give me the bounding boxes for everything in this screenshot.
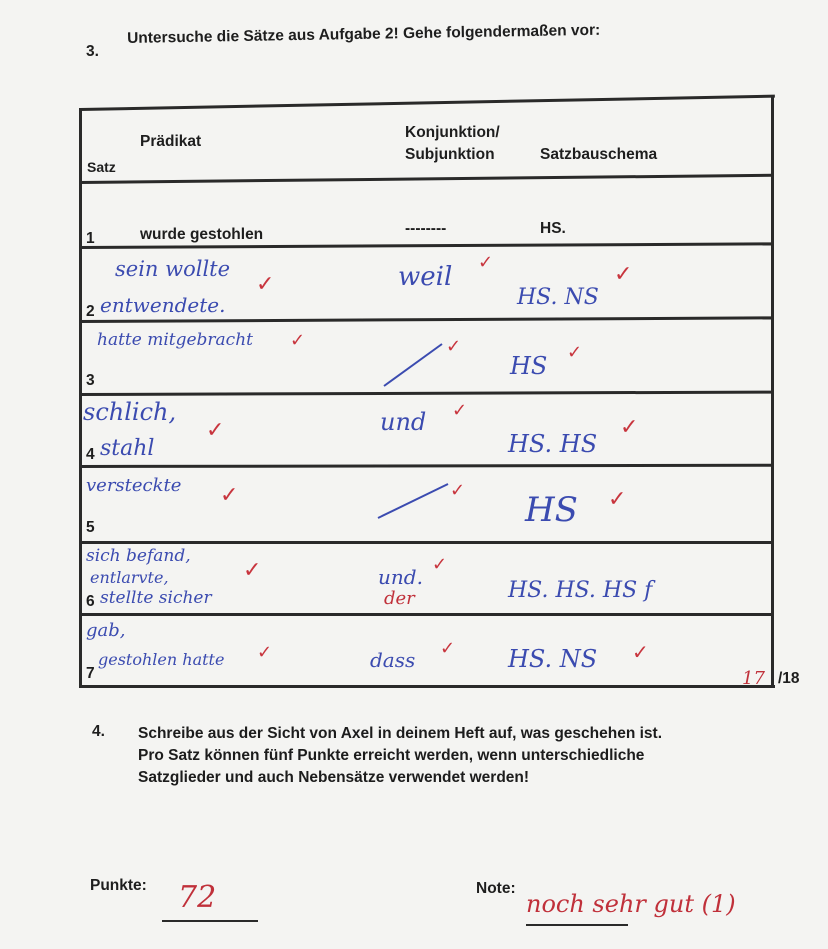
- row-3-number: 3: [86, 372, 95, 389]
- row-6-praedikat-c: stellte sicher: [100, 588, 212, 608]
- row-4-number: 4: [86, 446, 95, 463]
- row-5-schema: HS: [525, 490, 578, 530]
- row-3-check-praedikat: ✓: [290, 330, 306, 351]
- row-5-check-konjunktion: ✓: [450, 480, 466, 501]
- row-4-konjunktion: und: [380, 408, 427, 436]
- punkte-label: Punkte:: [90, 877, 147, 894]
- row-4-check-konjunktion: ✓: [452, 400, 468, 421]
- row-3-check-konjunktion: ✓: [446, 336, 462, 357]
- task4-instruction: [138, 723, 662, 789]
- row-3-schema: HS: [510, 352, 548, 380]
- task3-number: 3.: [86, 43, 99, 60]
- row-6-konjunktion-a: und.: [378, 565, 423, 589]
- row-1-schema: HS.: [540, 220, 566, 237]
- task4-line-1: Schreibe aus der Sicht von Axel in deinem Heft auf, was geschehen ist.: [138, 725, 662, 742]
- row-6-praedikat-a: sich befand,: [86, 546, 191, 566]
- table-score-total: /18: [778, 670, 800, 687]
- row-5-praedikat: versteckte: [86, 475, 182, 496]
- row-2-praedikat-b: entwendete.: [100, 293, 226, 317]
- row-6-schema: HS. HS. HS f: [508, 578, 653, 603]
- punkte-underline: [162, 920, 258, 922]
- task4-line-2: Pro Satz können fünf Punkte erreicht werden, wenn unterschiedliche: [138, 747, 645, 764]
- note-value: noch sehr gut (1): [526, 890, 736, 918]
- row-6-check-praedikat: ✓: [243, 558, 262, 583]
- note-underline: [526, 924, 628, 926]
- task3-instruction: Untersuche die Sätze aus Aufgabe 2! Gehe folgendermaßen vor:: [127, 21, 601, 47]
- row-7-praedikat-b: gestohlen hatte: [98, 650, 225, 669]
- row-5-check-praedikat: ✓: [220, 483, 239, 508]
- row-6-check-konjunktion: ✓: [432, 554, 448, 575]
- row-7-number: 7: [86, 665, 95, 682]
- header-satz: Satz: [87, 159, 116, 175]
- row-7-praedikat-a: gab,: [86, 620, 126, 641]
- row-6-number: 6: [86, 593, 95, 610]
- row-7-check-praedikat: ✓: [257, 642, 273, 663]
- row-1-konjunktion: --------: [405, 220, 447, 237]
- task4-number: 4.: [92, 723, 105, 740]
- punkte-value: 72: [178, 880, 217, 915]
- row-4-praedikat-b: stahl: [100, 436, 155, 461]
- header-praedikat: Prädikat: [140, 133, 202, 150]
- row-1-number: 1: [86, 230, 95, 247]
- row-7-check-konjunktion: ✓: [440, 638, 456, 659]
- header-konjunktion-line2: Subjunktion: [405, 146, 495, 163]
- row-7-check-schema: ✓: [632, 640, 649, 664]
- row-5-check-schema: ✓: [608, 487, 627, 512]
- row-2-check-schema: ✓: [614, 262, 633, 287]
- row-2-check-praedikat-a: ✓: [256, 272, 275, 297]
- row-4-praedikat-a: schlich,: [83, 398, 177, 426]
- note-label: Note:: [476, 880, 516, 897]
- header-satzbauschema: Satzbauschema: [540, 146, 658, 163]
- row-2-konjunktion: weil: [398, 262, 453, 292]
- row-2-schema: HS. NS: [517, 285, 599, 310]
- row-7-konjunktion: dass: [370, 648, 416, 672]
- header-konjunktion-line1: Konjunktion/: [405, 124, 500, 141]
- table-score: 17: [742, 668, 765, 689]
- row-6-konjunktion-b: der: [384, 588, 415, 609]
- row-2-praedikat-a: sein wollte: [115, 257, 231, 281]
- row-4-schema: HS. HS: [508, 430, 598, 458]
- row-3-check-schema: ✓: [567, 342, 583, 363]
- row-6-praedikat-b: entlarvte,: [90, 568, 169, 587]
- task4-line-3: Satzglieder und auch Nebensätze verwendet werden!: [138, 769, 530, 786]
- row-5-number: 5: [86, 519, 95, 536]
- row-7-schema: HS. NS: [508, 645, 598, 673]
- row-2-number: 2: [86, 303, 95, 320]
- row-4-check-schema: ✓: [620, 415, 639, 440]
- row-4-check-praedikat: ✓: [206, 418, 225, 443]
- row-3-praedikat: hatte mitgebracht: [97, 330, 253, 350]
- row-1-praedikat: wurde gestohlen: [140, 226, 264, 243]
- row-2-check-konjunktion: ✓: [478, 252, 494, 273]
